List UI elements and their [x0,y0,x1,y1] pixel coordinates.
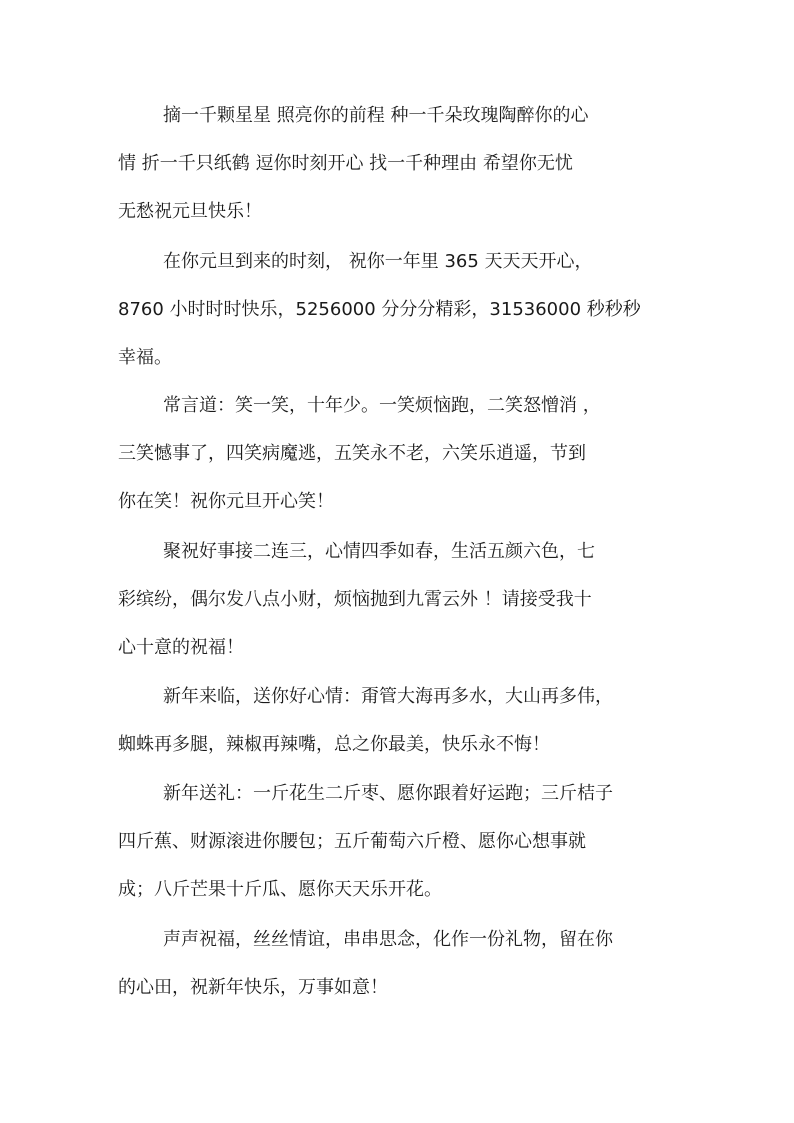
text-line: 8760 小时时时快乐，5256000 分分分精彩，31536000 秒秒秒 [118,299,641,320]
text-line: 三笑憾事了，四笑病魔逃，五笑永不老，六笑乐逍遥，节到 [118,443,586,464]
greeting-paragraph-2 [118,250,678,394]
text-line: 彩缤纷，偶尔发八点小财，烦恼抛到九霄云外 ！请接受我十 [118,589,592,610]
text-line: 声声祝福，丝丝情谊，串串思念，化作一份礼物，留在你 [163,929,613,950]
greeting-paragraph-3 [118,394,678,538]
text-line: 蜘蛛再多腿，辣椒再辣嘴，总之你最美，快乐永不悔！ [118,734,550,755]
text-line: 你在笑！祝你元旦开心笑！ [118,491,334,512]
greeting-paragraph-1 [118,104,678,248]
text-line: 四斤蕉、财源滚进你腰包；五斤葡萄六斤橙、愿你心想事就 [118,831,586,852]
greeting-paragraph-6 [118,782,678,926]
greeting-paragraph-7 [118,928,678,1024]
text-line: 情 折一千只纸鹤 逗你时刻开心 找一千种理由 希望你无忧 [118,153,573,174]
text-line: 新年送礼：一斤花生二斤枣、愿你跟着好运跑；三斤桔子 [163,783,613,804]
greeting-paragraph-5 [118,685,678,781]
text-line: 的心田，祝新年快乐，万事如意！ [118,977,388,998]
text-line: 常言道：笑一笑，十年少。一笑烦恼跑，二笑怒憎消 ， [163,395,601,416]
text-line: 成；八斤芒果十斤瓜、愿你天天乐开花。 [118,879,442,900]
text-line: 心十意的祝福！ [118,637,244,658]
text-line: 无愁祝元旦快乐！ [118,201,262,222]
text-line: 聚祝好事接二连三，心情四季如春，生活五颜六色，七 [163,541,595,562]
text-line: 摘一千颗星星 照亮你的前程 种一千朵玫瑰陶醉你的心 [163,105,589,126]
text-line: 新年来临，送你好心情：甭管大海再多水，大山再多伟， [163,686,613,707]
text-line: 在你元旦到来的时刻， 祝你一年里 365 天天天开心， [163,251,593,272]
text-line: 幸福。 [118,347,172,368]
greeting-paragraph-4 [118,540,678,684]
